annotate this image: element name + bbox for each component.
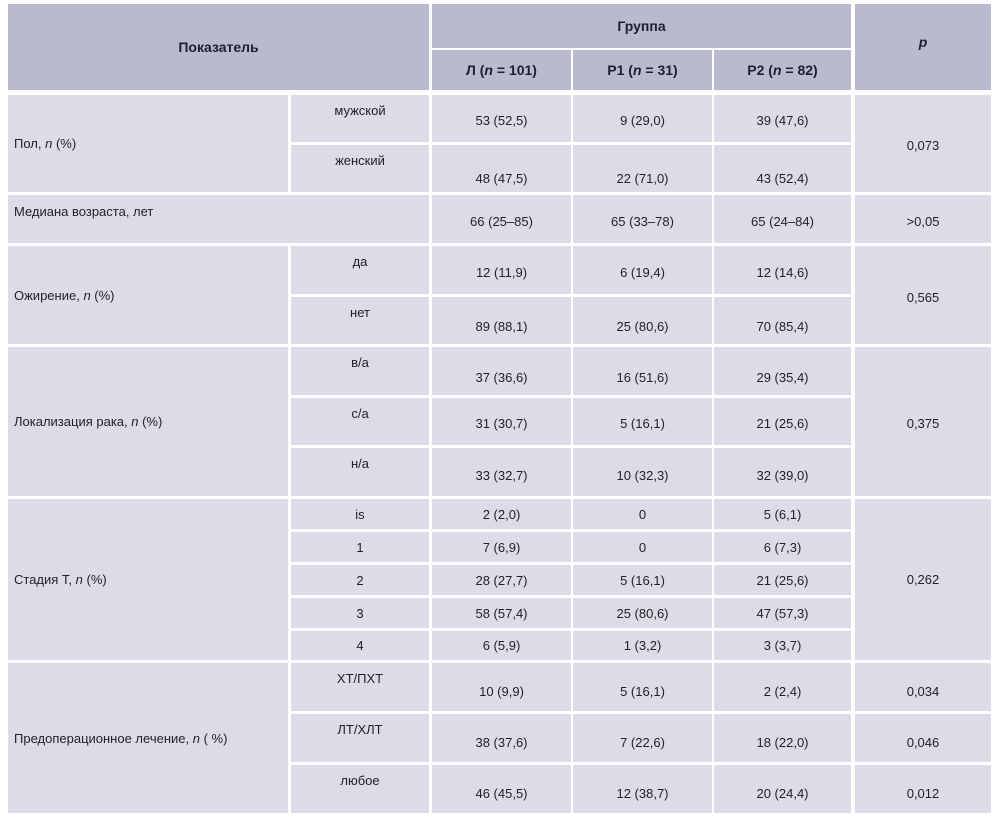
row-sex-sub-0: мужской (291, 95, 429, 142)
row-stage-3-l: 58 (57,4) (432, 598, 571, 628)
row-loc-p: 0,375 (855, 347, 991, 496)
row-stage-sub-3: 3 (291, 598, 429, 628)
row-sex-0-r2: 39 (47,6) (714, 95, 851, 142)
row-age-r1: 65 (33–78) (573, 195, 712, 243)
row-preop-0-p: 0,034 (855, 663, 991, 711)
row-sex-0-r1: 9 (29,0) (573, 95, 712, 142)
row-stage-3-r2: 47 (57,3) (714, 598, 851, 628)
row-stage-3-r1: 25 (80,6) (573, 598, 712, 628)
row-stage-label: Стадия Т, n (%) (8, 499, 288, 660)
row-stage-2-l: 28 (27,7) (432, 565, 571, 595)
row-sex-p: 0,073 (855, 95, 991, 192)
row-stage-4-l: 6 (5,9) (432, 631, 571, 660)
row-preop-1-l: 38 (37,6) (432, 714, 571, 762)
row-loc-2-r2: 32 (39,0) (714, 448, 851, 496)
row-obesity-0-l: 12 (11,9) (432, 246, 571, 294)
row-loc-0-r1: 16 (51,6) (573, 347, 712, 395)
row-preop-sub-2: любое (291, 765, 429, 813)
row-sex-1-r1: 22 (71,0) (573, 145, 712, 192)
row-loc-0-l: 37 (36,6) (432, 347, 571, 395)
row-preop-0-r2: 2 (2,4) (714, 663, 851, 711)
row-preop-1-r1: 7 (22,6) (573, 714, 712, 762)
row-stage-0-r1: 0 (573, 499, 712, 529)
row-sex-0-l: 53 (52,5) (432, 95, 571, 142)
row-stage-0-l: 2 (2,0) (432, 499, 571, 529)
row-sex-label: Пол, n (%) (8, 95, 288, 192)
row-loc-1-r2: 21 (25,6) (714, 398, 851, 445)
row-preop-sub-1: ЛТ/ХЛТ (291, 714, 429, 762)
header-col-l (432, 50, 571, 90)
row-stage-p: 0,262 (855, 499, 991, 660)
row-stage-4-r2: 3 (3,7) (714, 631, 851, 660)
row-obesity-1-r1: 25 (80,6) (573, 297, 712, 344)
header-col-r2 (714, 50, 851, 90)
row-age-label: Медиана возраста, лет (8, 195, 429, 243)
row-preop-2-r1: 12 (38,7) (573, 765, 712, 813)
row-loc-0-r2: 29 (35,4) (714, 347, 851, 395)
row-stage-4-r1: 1 (3,2) (573, 631, 712, 660)
header-indicator (8, 4, 429, 90)
row-obesity-1-l: 89 (88,1) (432, 297, 571, 344)
header-p-label: p (918, 34, 928, 50)
row-stage-1-l: 7 (6,9) (432, 532, 571, 562)
row-preop-2-l: 46 (45,5) (432, 765, 571, 813)
row-sex-1-r2: 43 (52,4) (714, 145, 851, 192)
header-col-r1-label: Р1 (n = 31) (607, 62, 678, 78)
header-group-label: Группа (617, 18, 666, 34)
row-stage-sub-2: 2 (291, 565, 429, 595)
row-obesity-0-r1: 6 (19,4) (573, 246, 712, 294)
row-stage-sub-4: 4 (291, 631, 429, 660)
row-stage-sub-0: is (291, 499, 429, 529)
header-col-r1 (573, 50, 712, 90)
row-obesity-sub-0: да (291, 246, 429, 294)
header-col-r2-label: Р2 (n = 82) (747, 62, 818, 78)
row-preop-2-p: 0,012 (855, 765, 991, 813)
row-obesity-p: 0,565 (855, 246, 991, 344)
row-preop-0-r1: 5 (16,1) (573, 663, 712, 711)
row-loc-1-r1: 5 (16,1) (573, 398, 712, 445)
row-loc-2-l: 33 (32,7) (432, 448, 571, 496)
row-loc-sub-1: с/а (291, 398, 429, 445)
row-age-l: 66 (25–85) (432, 195, 571, 243)
row-stage-2-r1: 5 (16,1) (573, 565, 712, 595)
row-loc-sub-0: в/а (291, 347, 429, 395)
row-stage-1-r2: 6 (7,3) (714, 532, 851, 562)
row-stage-sub-1: 1 (291, 532, 429, 562)
row-preop-2-r2: 20 (24,4) (714, 765, 851, 813)
header-group (432, 4, 851, 48)
header-p (855, 4, 991, 90)
row-stage-2-r2: 21 (25,6) (714, 565, 851, 595)
row-age-p: >0,05 (855, 195, 991, 243)
row-sex-1-l: 48 (47,5) (432, 145, 571, 192)
header-indicator-label: Показатель (178, 39, 259, 55)
row-obesity-label: Ожирение, n (%) (8, 246, 288, 344)
row-loc-1-l: 31 (30,7) (432, 398, 571, 445)
row-sex-sub-1: женский (291, 145, 429, 192)
row-loc-2-r1: 10 (32,3) (573, 448, 712, 496)
row-loc-sub-2: н/а (291, 448, 429, 496)
row-obesity-0-r2: 12 (14,6) (714, 246, 851, 294)
row-preop-label: Предоперационное лечение, n ( %) (8, 663, 288, 813)
row-obesity-1-r2: 70 (85,4) (714, 297, 851, 344)
row-stage-0-r2: 5 (6,1) (714, 499, 851, 529)
row-loc-label: Локализация рака, n (%) (8, 347, 288, 496)
row-preop-1-r2: 18 (22,0) (714, 714, 851, 762)
row-obesity-sub-1: нет (291, 297, 429, 344)
header-col-l-label: Л (n = 101) (466, 62, 537, 78)
row-preop-sub-0: ХТ/ПХТ (291, 663, 429, 711)
row-preop-1-p: 0,046 (855, 714, 991, 762)
row-preop-0-l: 10 (9,9) (432, 663, 571, 711)
row-stage-1-r1: 0 (573, 532, 712, 562)
row-age-r2: 65 (24–84) (714, 195, 851, 243)
